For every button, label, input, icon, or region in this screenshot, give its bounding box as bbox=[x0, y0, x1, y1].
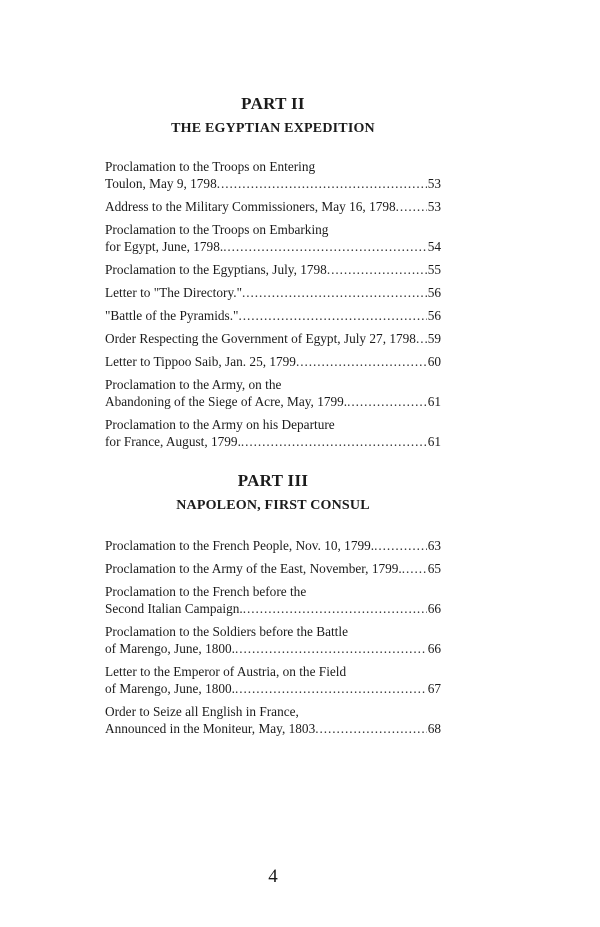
toc-entry-leader-line bbox=[105, 537, 441, 554]
toc-entry bbox=[105, 158, 441, 192]
toc-entry-text: Proclamation to the French People, Nov. 10, 1799. bbox=[105, 538, 375, 553]
toc-entry-leader-line bbox=[105, 284, 441, 301]
toc-entry bbox=[105, 307, 441, 324]
toc-entry-text: Proclamation to the Egyptians, July, 1798 bbox=[105, 262, 327, 277]
toc-entry-leader-line bbox=[105, 393, 441, 410]
toc-entry-leader-line bbox=[105, 238, 441, 255]
toc-page-number: 59 bbox=[427, 331, 441, 346]
toc-entry-text: Letter to Tippoo Saib, Jan. 25, 1799 bbox=[105, 354, 296, 369]
dot-leader bbox=[238, 307, 426, 324]
toc-page-number: 54 bbox=[427, 239, 441, 254]
toc-entry-text: Order Respecting the Government of Egypt, July 27, 1798 bbox=[105, 331, 416, 346]
toc-entry-line: Proclamation to the Army on his Departure bbox=[105, 417, 335, 432]
part-iii-title: NAPOLEON, FIRST CONSUL bbox=[176, 498, 370, 513]
toc-entry-text: for France, August, 1799. bbox=[105, 434, 241, 449]
toc-entry-line: Letter to the Emperor of Austria, on the Field bbox=[105, 664, 347, 679]
toc-entry bbox=[105, 560, 441, 577]
toc-entry-text: Second Italian Campaign. bbox=[105, 601, 243, 616]
toc-page-number: 56 bbox=[427, 308, 441, 323]
page-number: 4 bbox=[268, 866, 278, 887]
toc-entry-leader-line bbox=[105, 353, 441, 370]
toc-entry-leader-line bbox=[105, 433, 441, 450]
toc-part-ii bbox=[105, 158, 441, 456]
dot-leader bbox=[243, 600, 427, 617]
toc-part-iii bbox=[105, 537, 441, 743]
toc-page-number: 67 bbox=[427, 681, 441, 696]
part-ii-title: THE EGYPTIAN EXPEDITION bbox=[171, 121, 375, 136]
toc-entry-line: Proclamation to the Soldiers before the Battle bbox=[105, 624, 348, 639]
toc-entry bbox=[105, 703, 441, 737]
toc-entry-text: Letter to "The Directory." bbox=[105, 285, 242, 300]
book-page bbox=[105, 0, 441, 927]
toc-entry-text: Abandoning of the Siege of Acre, May, 1799. bbox=[105, 394, 348, 409]
toc-entry-leader-line bbox=[105, 175, 441, 192]
toc-entry-text: of Marengo, June, 1800. bbox=[105, 641, 235, 656]
dot-leader bbox=[347, 393, 427, 410]
toc-page-number: 55 bbox=[427, 262, 441, 277]
toc-entry-text: for Egypt, June, 1798. bbox=[105, 239, 224, 254]
toc-entry bbox=[105, 221, 441, 255]
dot-leader bbox=[242, 284, 427, 301]
toc-page-number: 63 bbox=[427, 538, 441, 553]
toc-entry bbox=[105, 261, 441, 278]
dot-leader bbox=[327, 261, 427, 278]
toc-page-number: 68 bbox=[427, 721, 441, 736]
dot-leader bbox=[315, 720, 426, 737]
toc-entry-leader-line bbox=[105, 198, 441, 215]
dot-leader bbox=[374, 537, 427, 554]
toc-entry bbox=[105, 663, 441, 697]
dot-leader bbox=[223, 238, 427, 255]
part-ii-heading: PART II bbox=[241, 94, 305, 113]
toc-page-number: 66 bbox=[427, 641, 441, 656]
toc-entry-text: of Marengo, June, 1800. bbox=[105, 681, 235, 696]
toc-entry-leader-line bbox=[105, 640, 441, 657]
toc-entry-leader-line bbox=[105, 307, 441, 324]
toc-entry-text: "Battle of the Pyramids." bbox=[105, 308, 239, 323]
toc-entry-leader-line bbox=[105, 720, 441, 737]
toc-page-number: 60 bbox=[427, 354, 441, 369]
dot-leader bbox=[241, 433, 427, 450]
toc-entry-leader-line bbox=[105, 680, 441, 697]
toc-entry-line: Order to Seize all English in France, bbox=[105, 704, 299, 719]
dot-leader bbox=[235, 680, 427, 697]
toc-page-number: 66 bbox=[427, 601, 441, 616]
toc-entry bbox=[105, 623, 441, 657]
dot-leader bbox=[235, 640, 427, 657]
toc-entry-leader-line bbox=[105, 330, 441, 347]
dot-leader bbox=[396, 198, 427, 215]
toc-entry bbox=[105, 376, 441, 410]
toc-entry bbox=[105, 198, 441, 215]
toc-entry bbox=[105, 416, 441, 450]
toc-entry-leader-line bbox=[105, 261, 441, 278]
toc-entry-leader-line bbox=[105, 600, 441, 617]
toc-entry-line: Proclamation to the French before the bbox=[105, 584, 307, 599]
dot-leader bbox=[402, 560, 427, 577]
toc-entry bbox=[105, 353, 441, 370]
toc-entry bbox=[105, 583, 441, 617]
toc-entry-text: Announced in the Moniteur, May, 1803 bbox=[105, 721, 316, 736]
toc-entry bbox=[105, 537, 441, 554]
toc-page-number: 56 bbox=[427, 285, 441, 300]
toc-entry-text: Proclamation to the Army of the East, November, 1799. bbox=[105, 561, 402, 576]
toc-page-number: 53 bbox=[427, 176, 441, 191]
dot-leader bbox=[296, 353, 427, 370]
toc-entry-text: Address to the Military Commissioners, May 16, 1798 bbox=[105, 199, 396, 214]
dot-leader bbox=[416, 330, 427, 347]
toc-page-number: 61 bbox=[427, 394, 441, 409]
toc-entry bbox=[105, 284, 441, 301]
toc-entry-line: Proclamation to the Troops on Entering bbox=[105, 159, 316, 174]
toc-entry bbox=[105, 330, 441, 347]
toc-page-number: 61 bbox=[427, 434, 441, 449]
dot-leader bbox=[217, 175, 427, 192]
part-iii-heading: PART III bbox=[237, 471, 309, 490]
toc-page-number: 65 bbox=[427, 561, 441, 576]
toc-entry-line: Proclamation to the Troops on Embarking bbox=[105, 222, 329, 237]
toc-entry-leader-line bbox=[105, 560, 441, 577]
toc-entry-text: Toulon, May 9, 1798 bbox=[105, 176, 217, 191]
toc-entry-line: Proclamation to the Army, on the bbox=[105, 377, 282, 392]
toc-page-number: 53 bbox=[427, 199, 441, 214]
